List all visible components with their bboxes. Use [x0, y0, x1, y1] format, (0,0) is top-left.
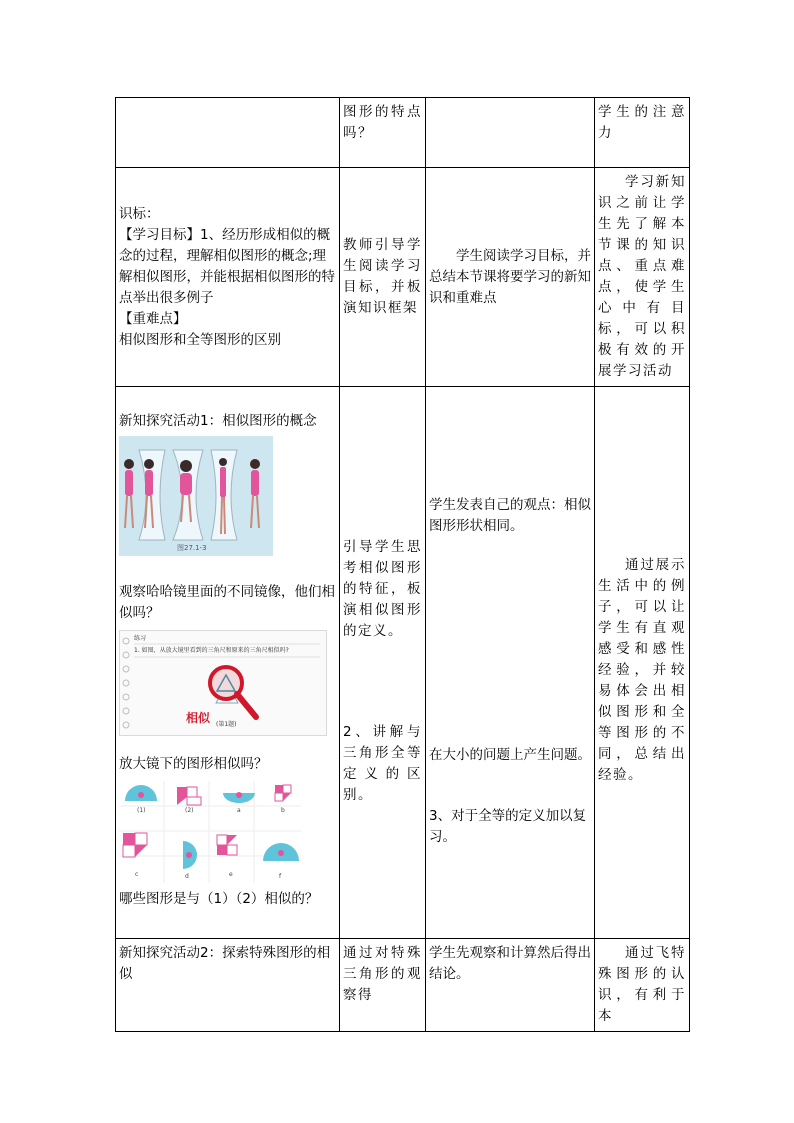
content-cell [116, 387, 340, 939]
teacher-activity-cell [340, 387, 426, 939]
goal-paragraph [119, 225, 336, 309]
design-intent-cell: 学生的注意力 [595, 98, 690, 168]
student-question-text: 在大小的问题上产生问题。 [429, 747, 591, 763]
shape-tag: d [185, 873, 189, 880]
key-points-label: 【重难点】 [119, 310, 187, 327]
teacher-activity-cell: 教师引导学生阅读学习目标，并板演知识框架 [340, 168, 426, 387]
figure-caption: 图27.1-3 [177, 544, 207, 552]
shape-tag: (2) [185, 807, 194, 814]
teacher-explain-text: 2、讲解与三角形全等定义的区别。 [343, 724, 422, 803]
design-intent-cell: 通过飞特殊图形的认识，有利于本 [595, 939, 690, 1032]
question-magnifier: 放大镜下的图形相似吗？ [119, 756, 268, 772]
shape-tag: a [237, 807, 241, 814]
teacher-activity-cell: 图形的特点吗？ [340, 98, 426, 168]
similar-label: 相似 [186, 711, 211, 725]
exercise-question: 1. 如图，从放大镜里看到的三角尺和原来的三角尺相似吗? [134, 647, 289, 654]
section-heading: 识标： [119, 205, 160, 222]
shape-comparison-grid [119, 781, 301, 883]
question-shapes: 哪些图形是与（1）（2）相似的？ [119, 891, 319, 907]
lesson-plan-table [115, 97, 690, 1032]
student-activity-cell [426, 387, 595, 939]
shape-tag: e [229, 871, 233, 878]
shape-tag: f [279, 873, 282, 880]
table-row [116, 168, 690, 387]
shape-tag: c [135, 871, 139, 878]
table-row [116, 98, 690, 168]
student-review-text: 3、对于全等的定义加以复习。 [429, 808, 587, 845]
content-cell: 新知探究活动2：探索特殊图形的相似 [116, 939, 340, 1032]
magnifier-exercise-figure [119, 630, 327, 736]
shape-comparison-figure [119, 781, 301, 883]
teacher-activity-cell: 通过对特殊三角形的观察得 [340, 939, 426, 1032]
student-activity-cell: 学生阅读学习目标，并总结本节课将要学习的新知识和重难点 [426, 168, 595, 387]
table-row [116, 387, 690, 939]
funhouse-mirror-illustration [119, 436, 273, 556]
funhouse-mirror-figure [119, 436, 273, 556]
design-intent-cell: 学习新知识之前让学生先了解本节课的知识点、重点难点，使学生心中有目标，可以积极有效的开展学习活动 [595, 168, 690, 387]
goal-text: 1、经历形成相似的概念的过程，理解相似图形的概念;理解相似图形，并能根据相似图形的特点举出很多例子 [119, 226, 335, 306]
shape-tag: (1) [137, 807, 146, 814]
teacher-guide-text: 引导学生思考相似图形的特征，板演相似图形的定义。 [343, 539, 422, 639]
student-activity-cell [426, 98, 595, 168]
shape-tag: b [281, 807, 285, 814]
exercise-number: (第1题) [216, 721, 237, 728]
content-cell [116, 168, 340, 387]
student-opinion-text: 学生发表自己的观点：相似图形形状相同。 [429, 497, 591, 534]
cell-empty [116, 98, 340, 168]
goal-label: 【学习目标】 [119, 226, 200, 243]
design-intent-cell: 通过展示生活中的例子，可以让学生有直观感受和感性经验，并较易体会出相似图形和全等图形的不同，总结出经验。 [595, 387, 690, 939]
student-activity-cell: 学生先观察和计算然后得出结论。 [426, 939, 595, 1032]
exercise-header: 练习 [134, 635, 147, 642]
question-funhouse-mirror: 观察哈哈镜里面的不同镜像，他们相似吗？ [119, 584, 335, 621]
key-points-text: 相似图形和全等图形的区别 [119, 331, 281, 348]
activity-title: 新知探究活动1：相似图形的概念 [119, 413, 317, 429]
table-row [116, 939, 690, 1032]
